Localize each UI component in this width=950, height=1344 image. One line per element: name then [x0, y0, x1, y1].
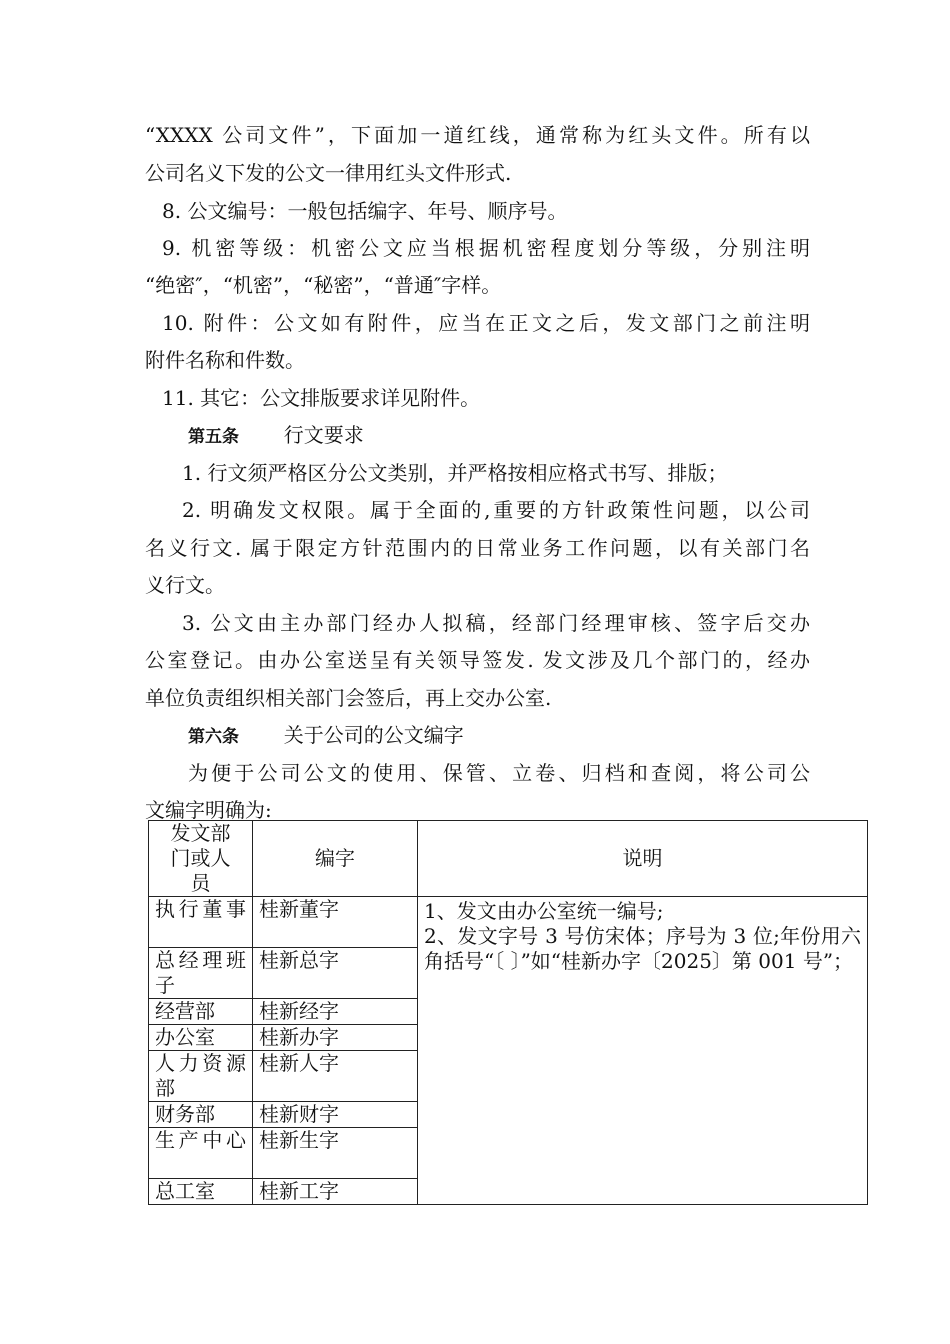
department-cell: 人力资源部 [149, 1051, 253, 1102]
department-cell: 总工室 [149, 1179, 253, 1205]
body-line: 附件名称和件数。 [145, 348, 305, 372]
article-5-title: 行文要求 [283, 423, 364, 447]
numbering-table [148, 820, 868, 1205]
department-cell: 办公室 [149, 1025, 253, 1051]
header-note: 说明 [418, 821, 868, 897]
article-6-line: 文编字明确为: [145, 798, 272, 822]
note-line: 2、发文字号 3 号仿宋体；序号为 3 位;年份用六角括号“〔 〕”如“桂新办字〔2025〕第 001 号”； [424, 924, 861, 973]
note-cell [418, 897, 868, 1205]
item-10: 10. 附件：公文如有附件，应当在正文之后，发文部门之前注明 [162, 311, 810, 335]
article-6-title: 关于公司的公文编字 [283, 723, 464, 747]
note-line: 1、发文由办公室统一编号; [424, 899, 664, 923]
code-cell: 桂新董字 [253, 897, 418, 948]
body-line: “XXXX 公司文件”，下面加一道红线，通常称为红头文件。所有以 [145, 123, 810, 147]
body-line: 公司名义下发的公文一律用红头文件形式. [145, 161, 512, 185]
article-6-label: 第六条 [188, 727, 239, 747]
department-cell: 生产中心 [149, 1128, 253, 1179]
article-5-line: 义行文。 [145, 573, 225, 597]
code-cell: 桂新人字 [253, 1051, 418, 1102]
header-department: 发文部门或人员 [149, 821, 253, 897]
article-6-heading [188, 722, 853, 750]
department-cell: 执行董事 [149, 897, 253, 948]
article-5-line: 公室登记。由办公室送呈有关领导签发. 发文涉及几个部门的，经办 [145, 648, 810, 672]
item-11: 11. 其它：公文排版要求详见附件。 [162, 386, 481, 410]
article-5-heading [188, 422, 853, 450]
item-9: 9. 机密等级：机密公文应当根据机密程度划分等级，分别注明 [162, 236, 810, 260]
article-5-line: 2. 明确发文权限。属于全面的,重要的方针政策性问题，以公司 [182, 498, 810, 522]
item-8: 8. 公文编号：一般包括编字、年号、顺序号。 [162, 199, 568, 223]
article-5-line: 名义行文. 属于限定方针范围内的日常业务工作问题，以有关部门名 [145, 536, 810, 560]
department-cell: 财务部 [149, 1102, 253, 1128]
body-line: “绝密″，“机密”，“秘密”，“普通″字样。 [145, 273, 502, 297]
department-cell: 经营部 [149, 999, 253, 1025]
article-5-line: 3. 公文由主办部门经办人拟稿，经部门经理审核、签字后交办 [182, 611, 810, 635]
table-header-row [149, 821, 868, 897]
article-5-line: 1. 行文须严格区分公文类别，并严格按相应格式书写、排版； [182, 461, 728, 485]
table-row [149, 897, 868, 948]
code-cell: 桂新生字 [253, 1128, 418, 1179]
code-cell: 桂新总字 [253, 948, 418, 999]
department-cell: 总经理班子 [149, 948, 253, 999]
article-5-label: 第五条 [188, 427, 239, 447]
header-code: 编字 [253, 821, 418, 897]
code-cell: 桂新工字 [253, 1179, 418, 1205]
code-cell: 桂新经字 [253, 999, 418, 1025]
article-5-line: 单位负责组织相关部门会签后，再上交办公室. [145, 686, 552, 710]
code-cell: 桂新财字 [253, 1102, 418, 1128]
code-cell: 桂新办字 [253, 1025, 418, 1051]
article-6-line: 为便于公司公文的使用、保管、立卷、归档和查阅，将公司公 [188, 761, 810, 785]
